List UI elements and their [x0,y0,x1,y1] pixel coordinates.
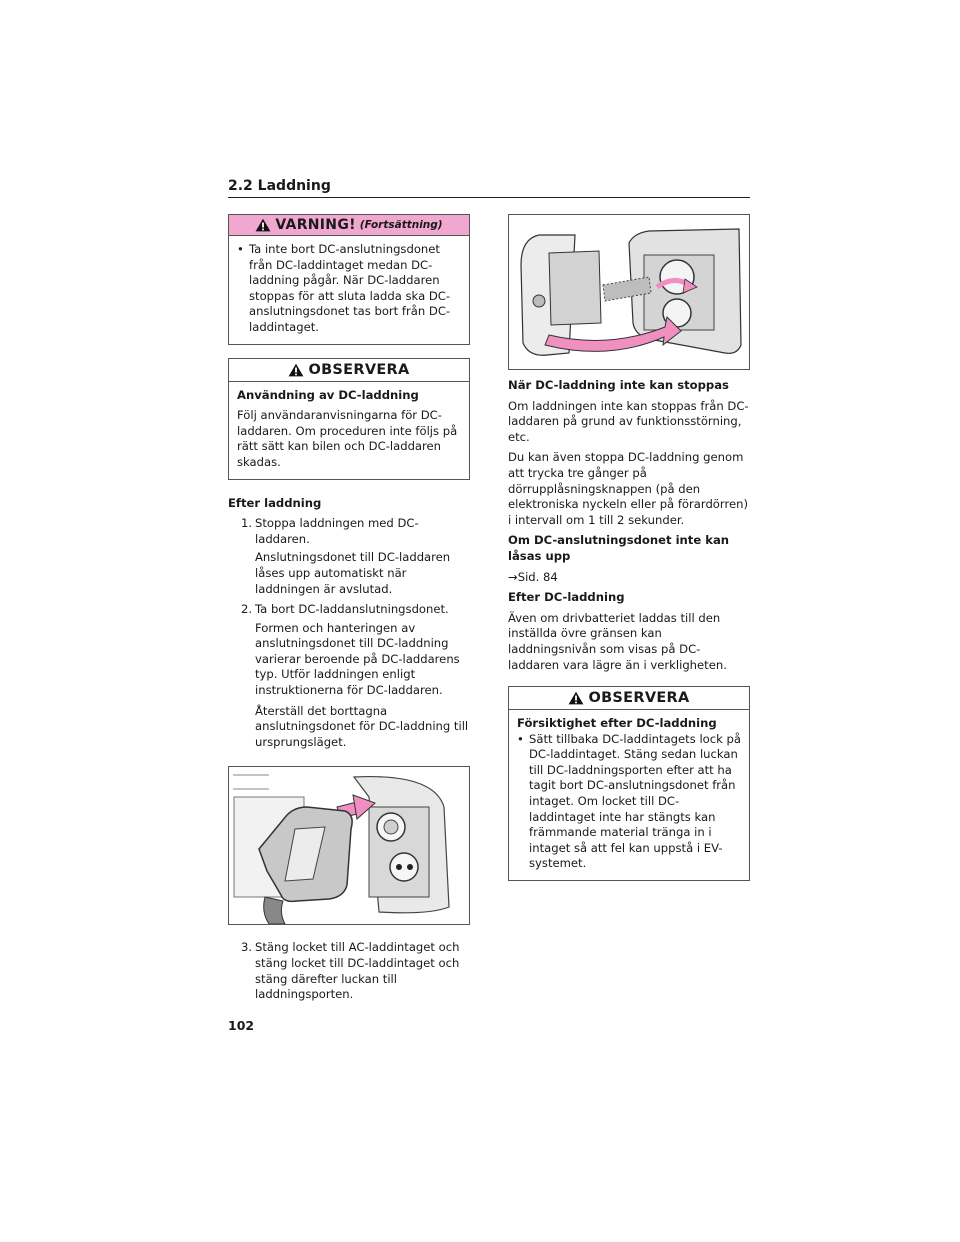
after-charging-heading: Efter laddning [228,495,322,510]
cannot-lock-heading: Om DC-anslutningsdonet inte kan låsas upp [508,533,730,563]
warning-subtitle: (Fortsättning) [359,219,443,231]
after-dc-text: Även om drivbatteriet laddas till den inställda övre gränsen kan laddningsnivån som visas på DC-laddaren vara lägre än i verkligheten. [508,610,727,672]
step-2-note-2: Återställ det borttagna anslutningsdonet för DC-laddning till ursprungsläget. [255,703,469,749]
notice-box-dc-usage [228,358,470,480]
page-reference-link[interactable]: →Sid. 84 [508,569,558,584]
step-3: 3. Stäng locket till AC-laddintaget och stäng locket till DC-laddintaget och stäng därefter luckan till laddningsporten. [240,940,460,1002]
notice-box-after-dc [508,686,750,881]
notice-icon [288,363,304,377]
step-2: 2. Ta bort DC-laddanslutningsdonet. [240,602,449,617]
warning-icon [255,218,271,232]
step-2-note-1: Formen och hanteringen av anslutningsdonet till DC-laddning varierar beroende på DC-laddarens typ. Utför laddningen enligt instruktionerna för DC-laddaren. [255,620,460,698]
page-number: 102 [228,1018,255,1033]
notice-bullet: • Sätt tillbaka DC-laddintagets lock på DC-laddintaget. Stäng sedan luckan till DC-laddningsporten efter att ha tagit bort DC-anslutningsdonet från intaget. Om locket till DC-laddintaget inte har stängts kan främmande material tränga in i intaget så att fel kan uppstå i EV-systemet. [517,731,741,871]
notice-heading: Användning av DC-laddning [237,387,419,402]
notice-text: Följ användaranvisningarna för DC-laddaren. Om proceduren inte följs på rätt sätt kan bilen och DC-laddaren skadas. [237,408,458,469]
connector-removal-illustration [228,766,470,925]
warning-box [228,214,470,345]
left-column [228,214,470,1006]
cannot-stop-text-1: Om laddningen inte kan stoppas från DC-laddaren på grund av funktionsstörning, etc. [508,398,749,444]
charging-port-illustration [508,214,750,370]
notice-heading: Försiktighet efter DC-laddning [517,716,717,731]
notice-header [509,687,749,710]
notice-title: OBSERVERA [588,690,690,707]
warning-bullet: • Ta inte bort DC-anslutningsdonet från DC-laddintaget medan DC-laddning pågår. När DC-laddaren stoppas för att sluta ladda ska DC-anslutningsdonet tas bort från DC-laddintaget. [237,242,451,334]
warning-title: VARNING! [275,217,356,233]
step-1: 1. Stoppa laddningen med DC-laddaren. [240,516,419,546]
step-1-note: Anslutningsdonet till DC-laddaren låses upp automatiskt när laddningen är avslutad. [255,550,451,596]
after-dc-heading: Efter DC-laddning [508,590,625,605]
notice-icon [568,691,584,705]
notice-title: OBSERVERA [308,361,410,378]
section-title: 2.2 Laddning [228,178,750,198]
cannot-stop-text-2: Du kan även stoppa DC-laddning genom att trycka tre gånger på dörrupplåsningsknappen (på den elektroniska nyckeln eller på förardörren) i intervall om 1 till 2 sekunder. [508,450,748,527]
right-column [508,214,750,897]
notice-header [229,359,469,382]
cannot-stop-heading: När DC-laddning inte kan stoppas [508,378,729,392]
warning-header [229,215,469,236]
